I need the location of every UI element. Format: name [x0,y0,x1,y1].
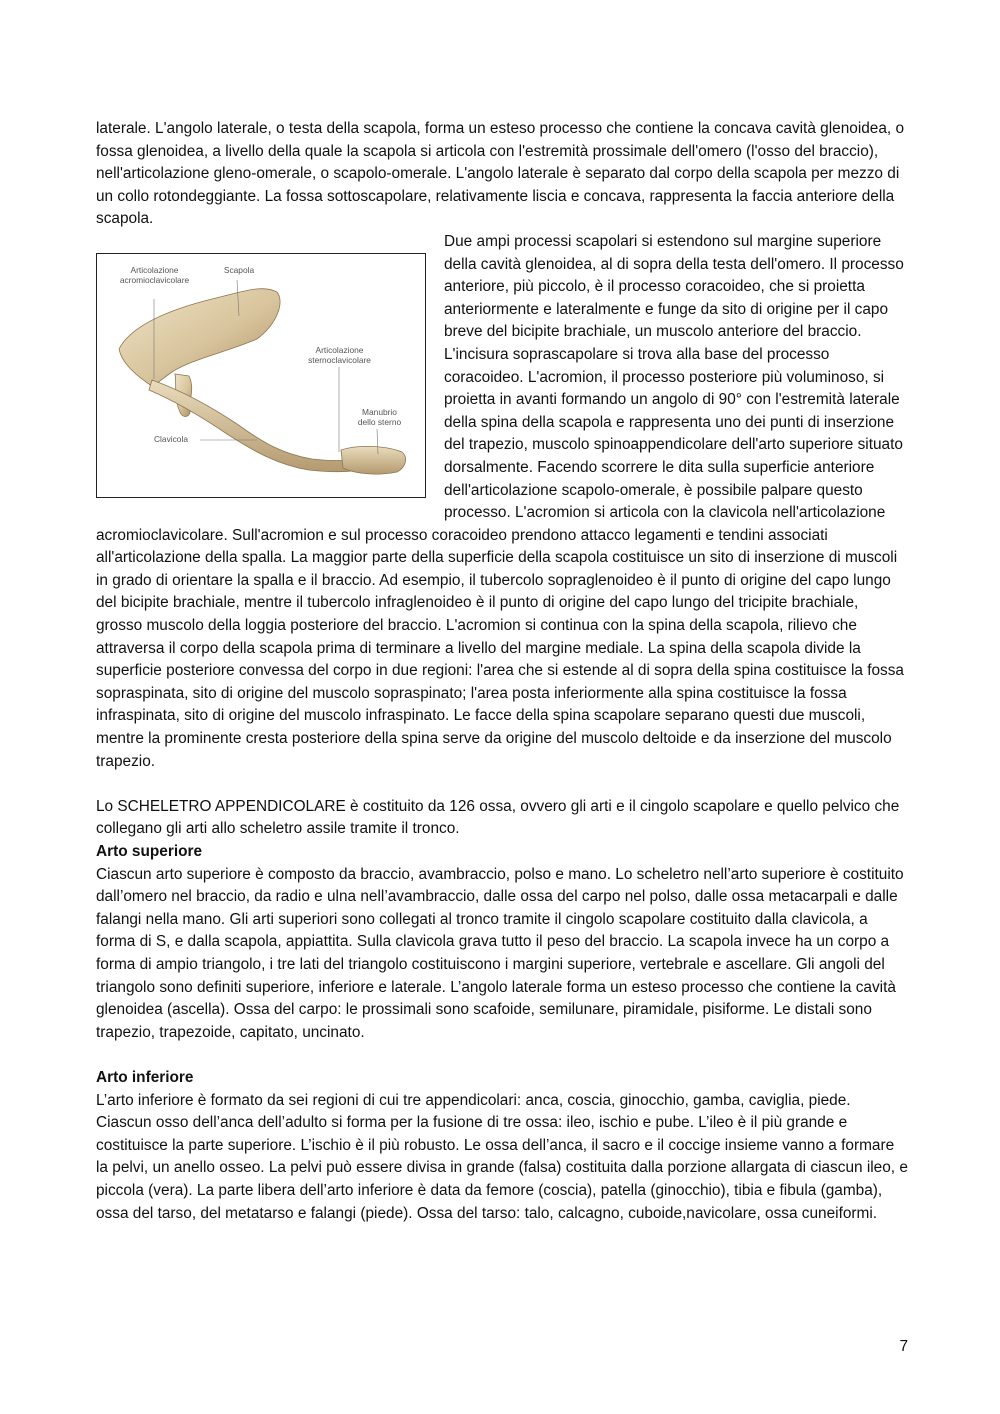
label-acromioclavicular: Articolazione acromioclavicolare [119,264,190,285]
label-clavicle: Clavicola [154,433,188,444]
paragraph-lower-limb: L’arto inferiore è formato da sei regioni di cui tre appendicolari: anca, coscia, ginocchio, gamba, caviglia, piede. Ciascun osso dell’anca dell’adulto si forma per la fusione di tre ossa: ileo, ischio e pube. L’ileo è il più grande e costituisce la parte superiore. L’ischio è il più robusto. Le ossa dell’anca, il sacro e il coccige insieme vanno a formare la pelvi, un anello osseo. La pelvi può essere divisa in grande (falsa) costituita dalla porzione allargata di ciascun ileo, e piccola (vera). La parte libera dell’arto inferiore è data da femore (coscia), patella (ginocchio), tibia e fibula (gamba), ossa del tarso, del metatarso e falangi (piede). Ossa del tarso: talo, calcagno, cuboide,navicolare, ossa cuneiformi. [96,1091,908,1222]
heading-lower-limb: Arto inferiore [96,1068,194,1086]
paragraph-intro: laterale. L'angolo laterale, o testa della scapola, forma un esteso processo che contiene la concava cavità glenoidea, o fossa glenoidea, a livello della quale la scapola si articola con l'estremità prossimale dell'omero (l'osso del braccio), nell'articolazione gleno-omerale, o scapolo-omerale. L'angolo laterale è separato dal corpo della scapola per mezzo di un collo rotondeggiante. La fossa sottoscapolare, relativamente liscia e concava, rappresenta la faccia anteriore della scapola. [96,120,905,228]
heading-upper-limb: Arto superiore [96,843,203,860]
paragraph-processes: Due ampi processi scapolari si estendono sul margine superiore della cavità glenoidea, al di sopra della testa dell'omero. Il processo anteriore, più piccolo, è il processo coracoideo, che si proietta anteriormente e lateralmente e funge da sito di origine per il capo breve del bicipite brachiale, un muscolo anteriore del braccio. L'incisura soprascapolare si trova alla base del processo coracoideo. L'acromion, il processo posteriore più voluminoso, si proietta in avanti formando un angolo di 90° con l'estremità laterale della spina della scapola e rappresenta uno dei punti di inserzione del trapezio, muscolo spinoappendicolare dell'arto superiore situato dorsalmente. Facendo scorrere le dita sulla superficie anteriore dell'articolazione scapolo-omerale, è possibile palpare questo processo. L'acromion si articola con la clavicola nell'articolazione acromioclavicolare. Sull'acromion e sul processo coracoideo prendono attacco legamenti e tendini associati all'articolazione della spalla. La maggior parte della superficie della scapola costituisce un sito di inserzione di muscoli in grado di orientare la spalla e il braccio. Ad esempio, il tubercolo sopraglenoideo è il punto di origine del capo lungo del bicipite brachiale, mentre il tubercolo infraglenoideo è il punto di origine del capo lungo del tricipite brachiale, grosso muscolo della loggia posteriore del braccio. L'acromion si continua con la spina della scapola, rilievo che attraversa il corpo della scapola prima di terminare a livello del margine mediale. La spina della scapola divide la superficie posteriore convessa del corpo in due regioni: l'area che si estende al di sopra della spina costituisce la fossa sopraspinata, sito di origine del muscolo sopraspinato; l'area posta inferiormente alla spina costituisce la fossa infraspinata, sito di origine del muscolo infraspinato. Le facce della spina scapolare separano questi due muscoli, mentre la prominente cresta posteriore della spina serve da origine del muscolo deltoide e da inserzione del muscolo trapezio. [96,232,904,770]
shoulder-girdle-figure [96,253,426,498]
paragraph-upper-limb: Ciascun arto superiore è composto da braccio, avambraccio, polso e mano. Lo scheletro nell’arto superiore è costituito dall’omero nel braccio, da radio e ulna nell’avambraccio, dalle ossa del carpo nel polso, dalle ossa metacarpali e dalle falangi nella mano. Gli arti superiori sono collegati al tronco tramite il cingolo scapolare costituito dalla clavicola, a forma di S, e dalla scapola, appiattita. Sulla clavicola grava tutto il peso del braccio. La scapola invece ha un corpo a forma di ampio triangolo, i tre lati del triangolo costituiscono i margini superiore, vertebrale e ascellare. Gli angoli del triangolo sono definiti superiore, inferiore e laterale. L’angolo laterale forma un esteso processo che contiene la cavità glenoidea (ascella). Ossa del carpo: le prossimali sono scafoide, semilunare, piramidale, pisiforme. Le distali sono trapezio, trapezoide, capitato, uncinato. [96,865,904,1041]
blank-line [96,1044,908,1067]
bone-illustration [97,254,425,497]
label-sternoclavicular: Articolazione sternoclavicolare [308,344,371,365]
page-number: 7 [899,1338,908,1355]
label-manubrium: Manubrio dello sterno [357,406,402,427]
manubrium-shape [341,446,406,474]
paragraph-appendicular: Lo SCHELETRO APPENDICOLARE è costituito da 126 ossa, ovvero gli arti e il cingolo scapolare e quello pelvico che collegano gli arti allo scheletro assile tramite il tronco. [96,797,900,838]
blank-line [96,773,908,796]
clavicle-shape [149,380,373,472]
page-body [96,118,908,1225]
label-scapula: Scapola [223,264,255,275]
scapula-shape [119,289,280,386]
